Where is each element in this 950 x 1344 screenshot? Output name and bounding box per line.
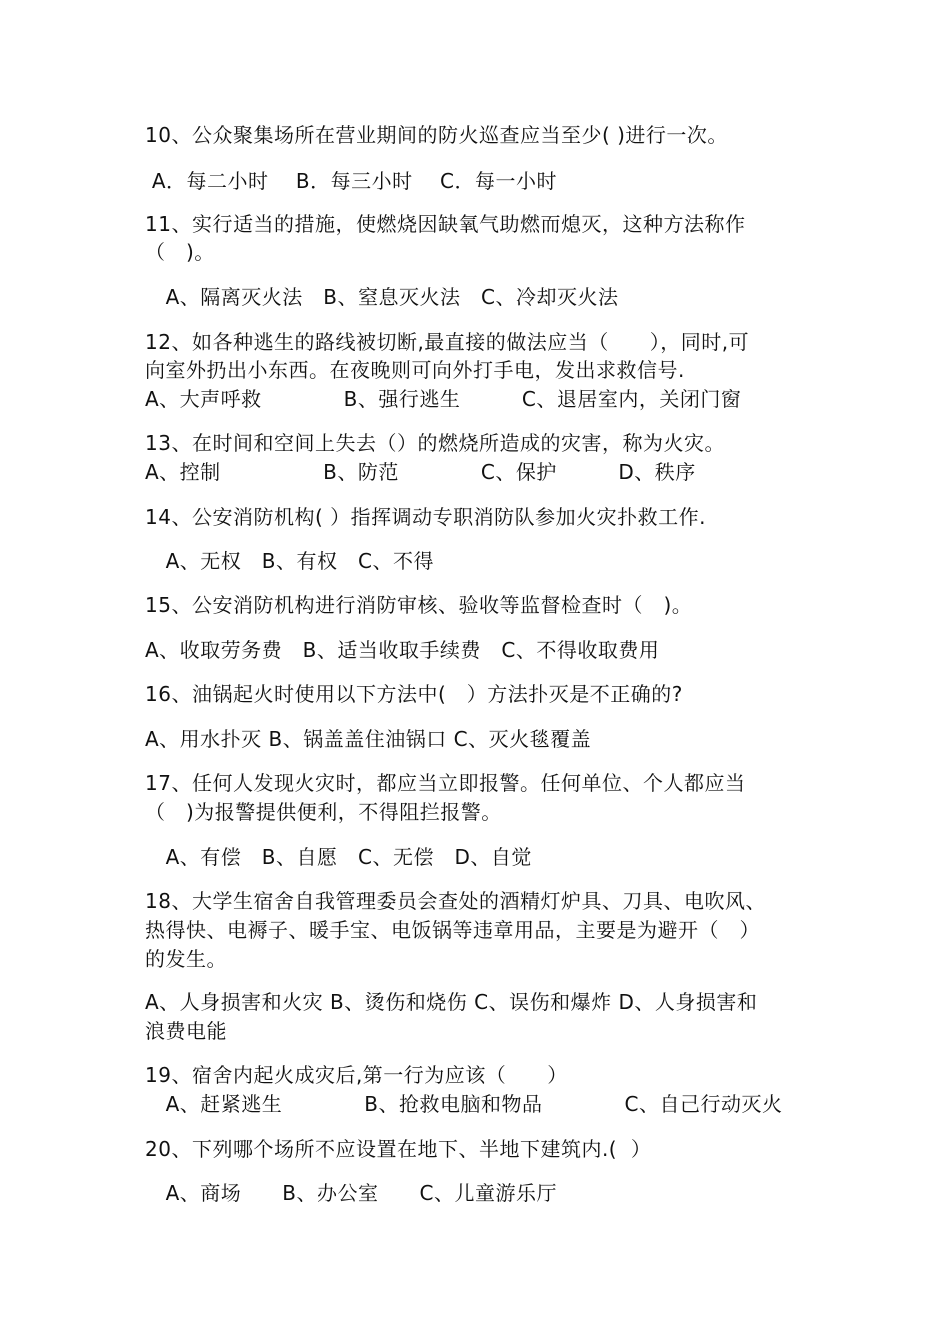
question-12-stem-line-1: 12、如各种逃生的路线被切断,最直接的做法应当（ ），同时,可 — [145, 330, 750, 354]
question-13-stem: 13、在时间和空间上失去（）的燃烧所造成的灾害，称为火灾。 — [145, 431, 725, 455]
question-15-options: A、收取劳务费 B、适当收取手续费 C、不得收取费用 — [145, 638, 660, 662]
question-14-stem: 14、公安消防机构( ）指挥调动专职消防队参加火灾扑救工作. — [145, 505, 706, 529]
question-18-options-line-2: 浪费电能 — [145, 1019, 227, 1043]
question-12-options: A、大声呼救 B、强行逃生 C、退居室内，关闭门窗 — [145, 387, 742, 411]
question-16-stem: 16、油锅起火时使用以下方法中( ）方法扑灭是不正确的? — [145, 682, 683, 706]
question-18-stem-line-2: 热得快、电褥子、暖手宝、电饭锅等违章用品，主要是为避开（ ） — [145, 918, 760, 942]
question-19-options: A、赶紧逃生 B、抢救电脑和物品 C、自己行动灭火 — [145, 1092, 783, 1116]
question-18-stem-line-3: 的发生。 — [145, 947, 227, 971]
question-10-stem: 10、公众聚集场所在营业期间的防火巡查应当至少( )进行一次。 — [145, 123, 728, 147]
question-17-options: A、有偿 B、自愿 C、无偿 D、自觉 — [145, 845, 532, 869]
question-14-options: A、无权 B、有权 C、不得 — [145, 549, 434, 573]
question-13-options: A、控制 B、防范 C、保护 D、秩序 — [145, 460, 696, 484]
question-11-stem-line-2: （ )。 — [145, 240, 215, 264]
question-17-stem-line-1: 17、任何人发现火灾时，都应当立即报警。任何单位、个人都应当 — [145, 771, 746, 795]
question-18-stem-line-1: 18、大学生宿舍自我管理委员会查处的酒精灯炉具、刀具、电吹风、 — [145, 889, 766, 913]
question-11-options: A、隔离灭火法 B、窒息灭火法 C、冷却灭火法 — [145, 285, 619, 309]
question-12-stem-line-2: 向室外扔出小东西。在夜晚则可向外打手电，发出求救信号. — [145, 358, 685, 382]
question-15-stem: 15、公安消防机构进行消防审核、验收等监督检查时（ )。 — [145, 593, 693, 617]
question-10-options: A．每二小时 B．每三小时 C．每一小时 — [145, 169, 557, 193]
question-20-options: A、商场 B、办公室 C、儿童游乐厅 — [145, 1181, 557, 1205]
question-20-stem: 20、下列哪个场所不应设置在地下、半地下建筑内.( ） — [145, 1137, 652, 1161]
question-19-stem: 19、宿舍内起火成灾后,第一行为应该（ ） — [145, 1063, 568, 1087]
question-18-options-line-1: A、人身损害和火灾 B、烫伤和烧伤 C、误伤和爆炸 D、人身损害和 — [145, 990, 758, 1014]
question-17-stem-line-2: （ )为报警提供便利，不得阻拦报警。 — [145, 800, 502, 824]
question-11-stem-line-1: 11、实行适当的措施，使燃烧因缺氧气助燃而熄灭，这种方法称作 — [145, 212, 746, 236]
question-16-options: A、用水扑灭 B、锅盖盖住油锅口 C、灭火毯覆盖 — [145, 727, 592, 751]
